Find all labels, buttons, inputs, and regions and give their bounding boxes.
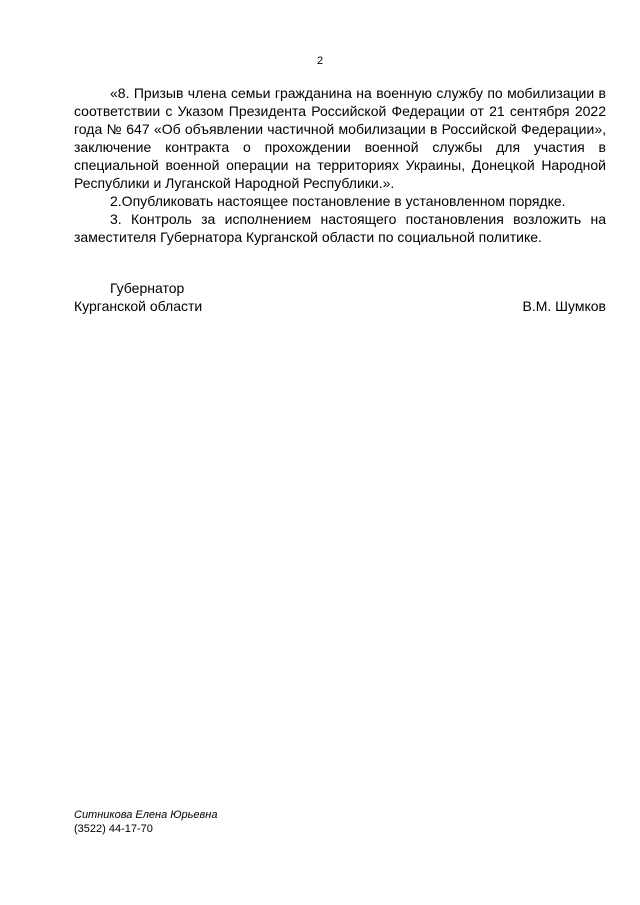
page-number: 2 <box>316 55 324 67</box>
paragraph-publish: 2.Опубликовать настоящее постановление в установленном порядке. <box>110 193 566 209</box>
signatory-title-line2: Курганской области <box>74 298 203 314</box>
paragraph-amendment-8: «8. Призыв члена семьи гражданина на военную службу по мобилизации в соответствии с Указом Президента Российской Федерации от 21 сентября 2022 года № 647 «Об объявлении частичной мобилизации в Российской Федерации», заключение контракта о прохождении военной службы для участия в специальной военной операции на территориях Украины, Донецкой Народной Республики и Луганской Народной Республики.». <box>74 85 606 191</box>
executor-phone: (3522) 44-17-70 <box>74 823 153 835</box>
document-body <box>74 84 606 246</box>
signatory-name: В.М. Шумков <box>522 298 606 314</box>
paragraph-control: 3. Контроль за исполнением настоящего постановления возложить на заместителя Губернатора Курганской области по социальной политике. <box>74 211 606 245</box>
executor-name: Ситникова Елена Юрьевна <box>74 809 218 821</box>
signature-block <box>74 279 606 315</box>
signatory-title-line1: Губернатор <box>110 280 185 296</box>
signature-row <box>74 297 606 315</box>
executor-footer <box>74 808 217 836</box>
